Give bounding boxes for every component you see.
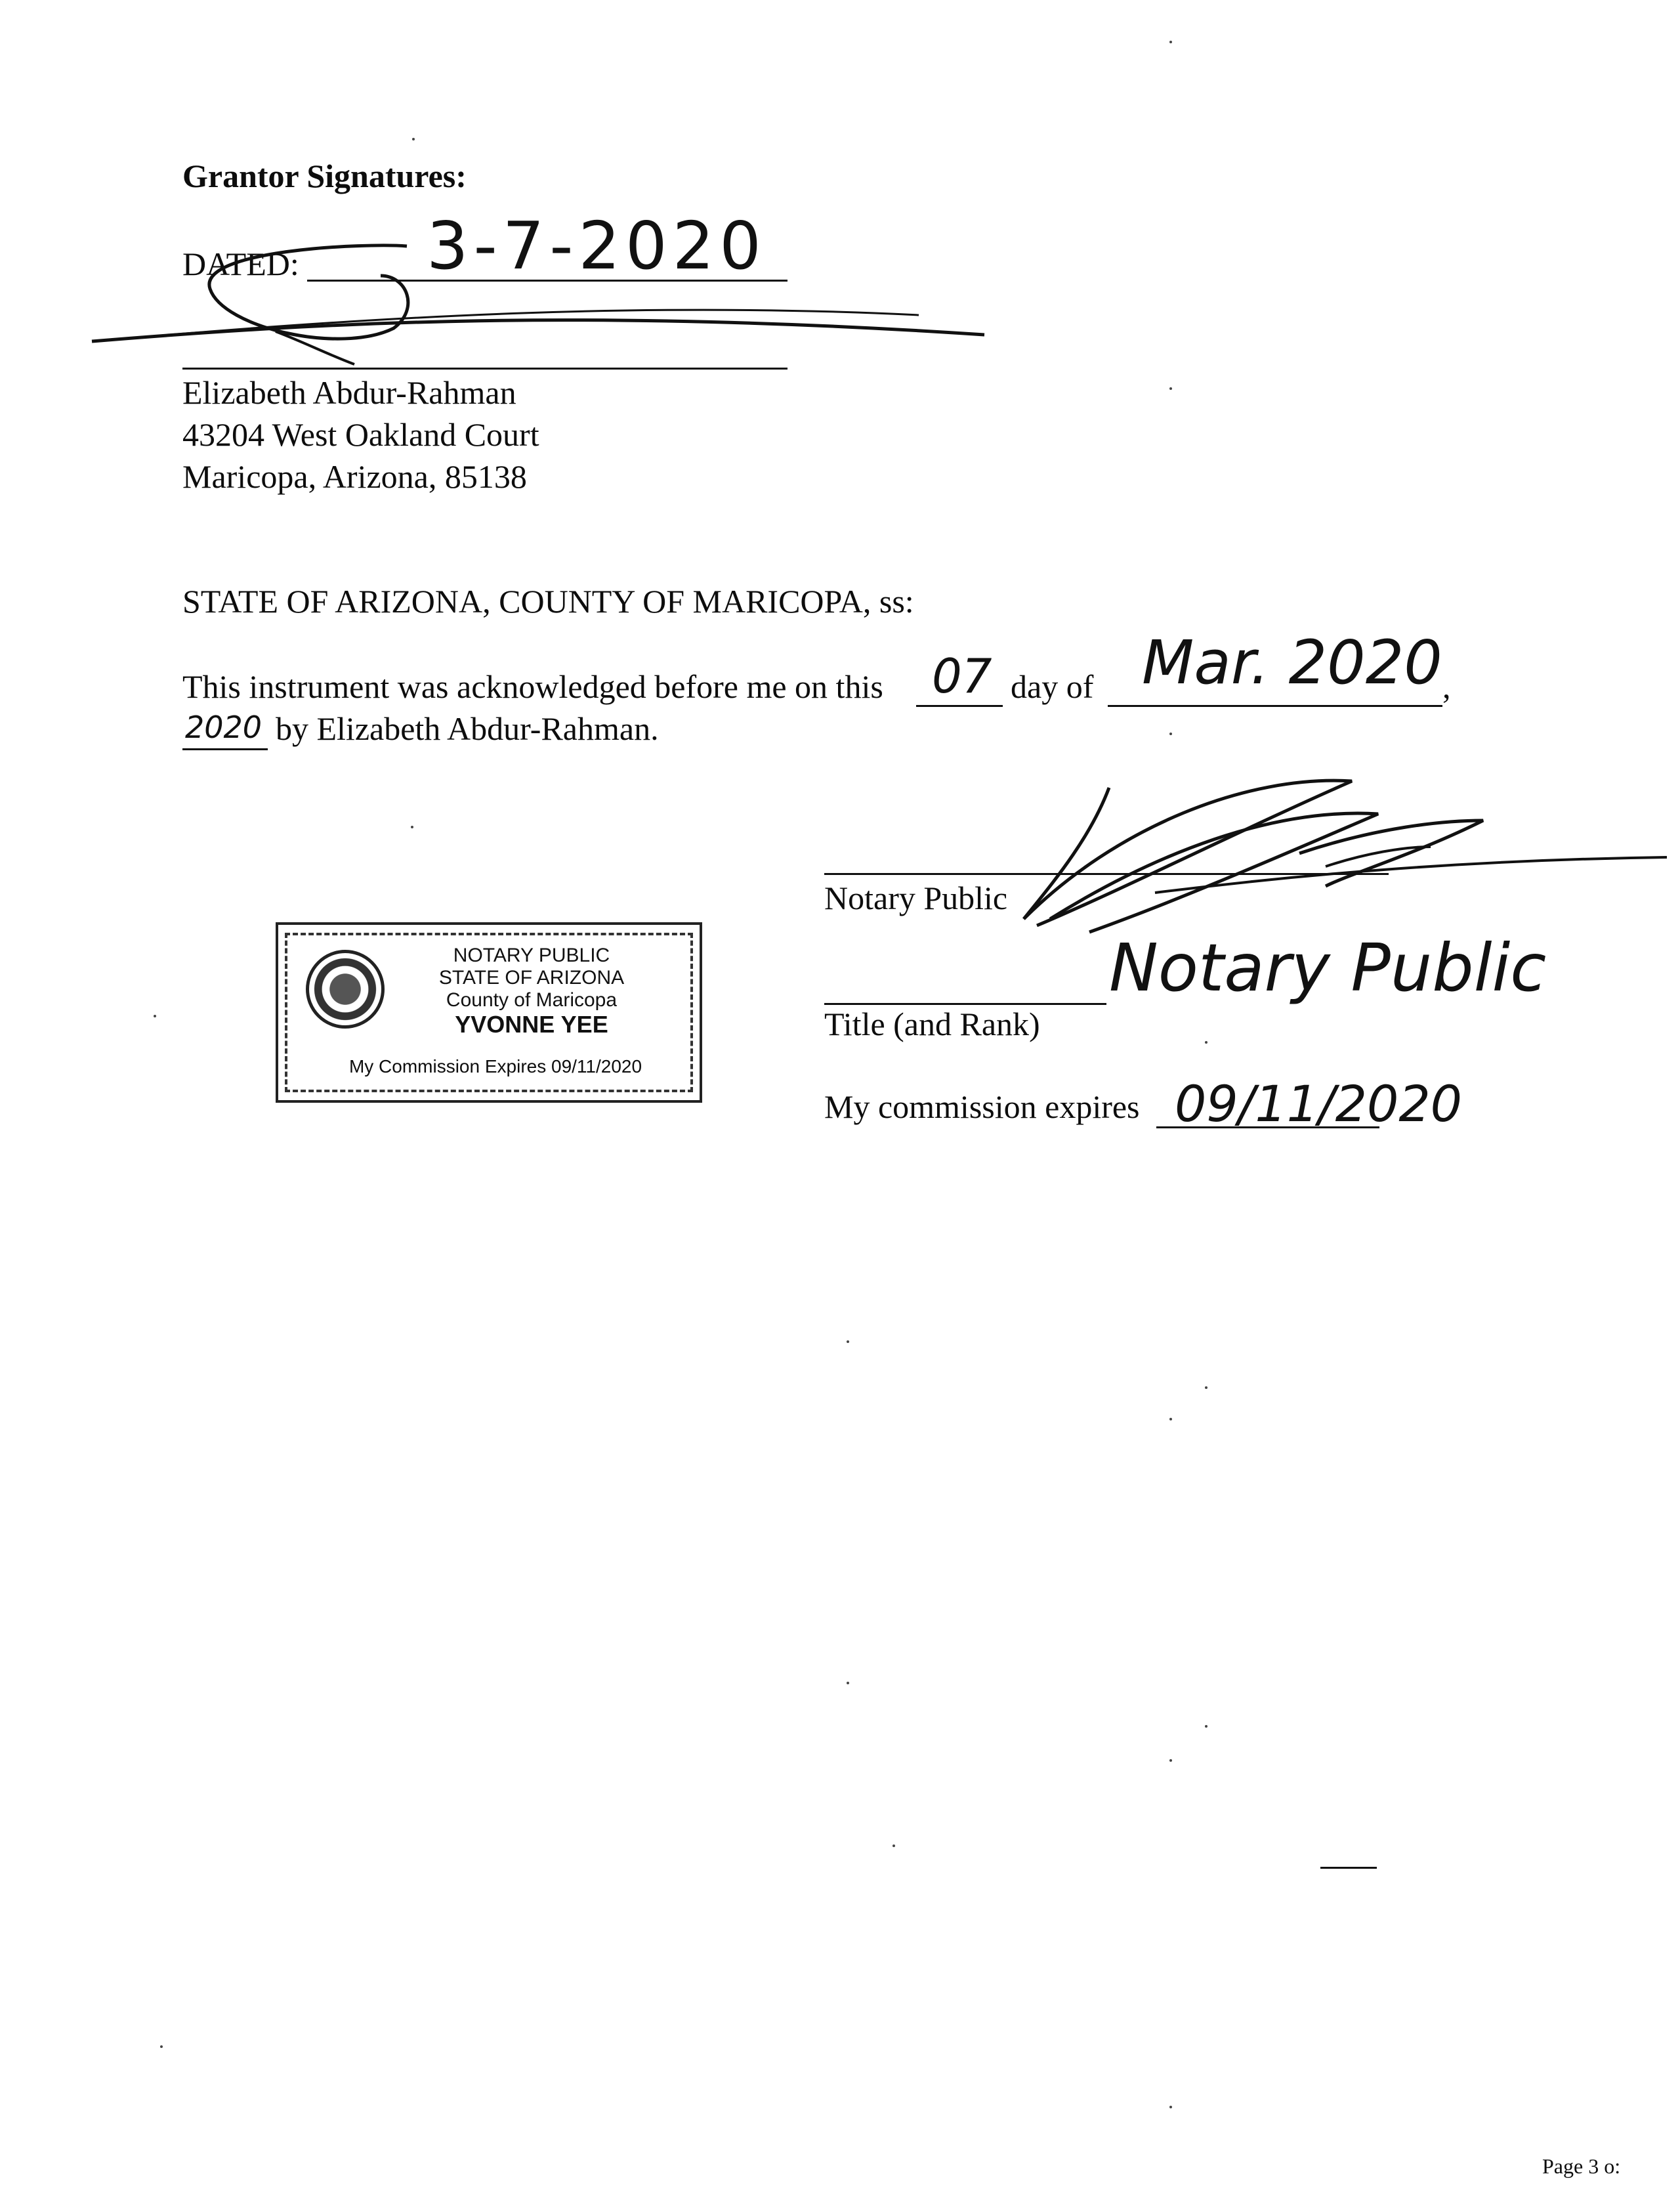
day-handwritten-value: 07 bbox=[932, 649, 992, 704]
title-handwritten-value: Notary Public bbox=[1109, 929, 1547, 1006]
scan-speck bbox=[1169, 2106, 1172, 2108]
notary-signature-line bbox=[824, 873, 1389, 875]
dated-label: DATED: bbox=[182, 245, 299, 282]
stamp-name: YVONNE YEE bbox=[455, 1011, 608, 1038]
stamp-expires: My Commission Expires 09/11/2020 bbox=[348, 1056, 642, 1076]
scan-speck bbox=[847, 1682, 849, 1684]
scan-speck bbox=[1169, 387, 1172, 390]
ack-line1-prefix: This instrument was acknowledged before me on this bbox=[182, 668, 883, 705]
scan-speck bbox=[1205, 1386, 1208, 1389]
scan-speck bbox=[411, 826, 413, 828]
scan-speck bbox=[1169, 1418, 1172, 1420]
grantor-address-line2: Maricopa, Arizona, 85138 bbox=[182, 458, 527, 495]
commission-expires-label: My commission expires bbox=[824, 1088, 1140, 1125]
stamp-line3: County of Maricopa bbox=[446, 989, 618, 1011]
scan-speck bbox=[154, 1015, 156, 1017]
stamp-text bbox=[377, 945, 686, 1038]
grantor-heading: Grantor Signatures: bbox=[182, 158, 467, 194]
grantor-address-line1: 43204 West Oakland Court bbox=[182, 416, 539, 453]
notary-stamp bbox=[276, 922, 702, 1103]
scan-speck bbox=[1205, 1041, 1208, 1044]
day-of-label: day of bbox=[1011, 668, 1094, 705]
notary-public-label: Notary Public bbox=[824, 880, 1008, 916]
scan-speck bbox=[1169, 41, 1172, 43]
ack-comma: , bbox=[1442, 668, 1451, 705]
venue-line: STATE OF ARIZONA, COUNTY OF MARICOPA, ss: bbox=[182, 583, 914, 620]
scan-speck bbox=[847, 1340, 849, 1343]
scan-speck bbox=[412, 138, 415, 140]
ack-line2-suffix: by Elizabeth Abdur-Rahman. bbox=[276, 710, 659, 747]
scan-speck bbox=[1169, 1759, 1172, 1762]
scan-speck bbox=[892, 1844, 895, 1847]
commission-handwritten-value: 09/11/2020 bbox=[1175, 1075, 1463, 1133]
stamp-line2: STATE OF ARIZONA bbox=[438, 967, 625, 989]
year-handwritten-value: 2020 bbox=[185, 710, 262, 745]
stamp-line1: NOTARY PUBLIC bbox=[453, 945, 610, 966]
arizona-seal-icon bbox=[306, 950, 385, 1029]
scan-speck bbox=[160, 2045, 163, 2048]
title-rank-label: Title (and Rank) bbox=[824, 1006, 1040, 1042]
stray-mark bbox=[1320, 1867, 1377, 1869]
grantor-name: Elizabeth Abdur-Rahman bbox=[182, 374, 516, 411]
dated-handwritten-value: 3-7-2020 bbox=[427, 207, 766, 284]
scan-speck bbox=[1169, 733, 1172, 735]
month-handwritten-value: Mar. 2020 bbox=[1142, 628, 1442, 698]
scan-speck bbox=[1205, 1725, 1208, 1728]
page-number: Page 3 o: bbox=[1542, 2154, 1621, 2178]
